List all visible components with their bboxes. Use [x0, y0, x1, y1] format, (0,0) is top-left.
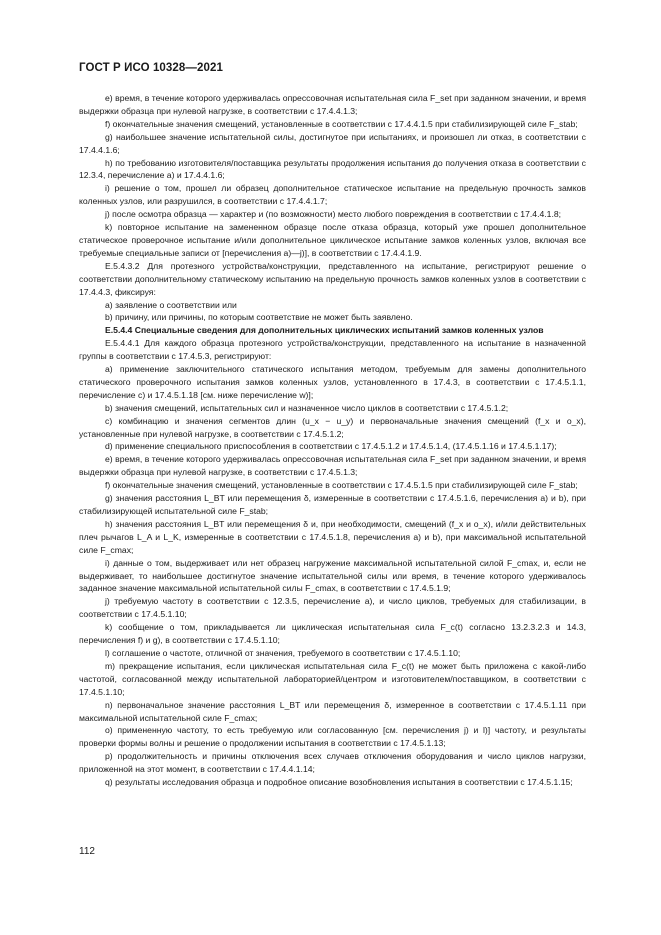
paragraph: h) значения расстояния L_BT или перемещения δ и, при необходимости, смещений (f_x и o_x), и/или действительных плеч рычагов L_A и L_K, измеренные в соответствии с 17.4.5.1.8, перечисления a) и b), при максимальной испытательной силе F_cmax; [79, 518, 586, 555]
paragraph: c) комбинацию и значения сегментов длин (u_x − u_y) и первоначальные значения смещений (f_x и o_x), установленные при нулевой нагрузке, в соответствии с 17.4.5.1.2; [79, 415, 586, 439]
paragraph: E.5.4.3.2 Для протезного устройства/конструкции, представленного на испытание, регистрируют решение о соответствии дополнительному статическому испытанию на предельную прочность замков коленных узлов в соответствии с 17.4.4.3, фиксируя: [79, 260, 586, 297]
paragraph: g) наибольшее значение испытательной силы, достигнутое при испытаниях, и произошел ли отказ, в соответствии с 17.4.4.1.6; [79, 131, 586, 155]
paragraph: m) прекращение испытания, если циклическая испытательная сила F_c(t) не может быть приложена с какой-либо частотой, согласованной между испытательной лабораторией/центром и изготовителем/поставщиком, в соответствии с 17.4.5.1.10; [79, 660, 586, 697]
paragraph: k) сообщение о том, прикладывается ли циклическая испытательная сила F_c(t) согласно 13.2.3.2.3 и 14.3, перечисления f) и g), в соответствии с 17.4.5.1.10; [79, 622, 586, 646]
paragraph: a) применение заключительного статического испытания методом, требуемым для замены дополнительного статического проверочного испытания замков коленных узлов, установленного в 17.4.3, в соответствии с 17.4.5.1.1, перечисление c) и 17.4.5.1.18 [см. ниже перечисление w)]; [79, 364, 586, 400]
paragraph: b) причину, или причины, по которым соответствие не может быть заявлено. [105, 312, 413, 323]
section-heading: E.5.4.4 Специальные сведения для дополнительных циклических испытаний замков коленных узлов [105, 325, 544, 336]
paragraph: f) окончательные значения смещений, установленные в соответствии с 17.4.4.1.5 при стабилизирующей силе F_stab; [105, 118, 578, 129]
paragraph: p) продолжительность и причины отключения всех случаев отключения оборудования и число циклов нагрузки, приложенной на этот момент, в соответствии с 17.4.4.1.14; [79, 751, 586, 775]
document-body [79, 92, 586, 789]
paragraph: e) время, в течение которого удерживалась опрессовочная испытательная сила F_set при заданном значении, и время выдержки образца при нулевой нагрузке, в соответствии с 17.4.5.1.3; [79, 454, 586, 478]
paragraph: j) после осмотра образца — характер и (по возможности) место любого повреждения в соответствии с 17.4.4.1.8; [105, 209, 562, 220]
paragraph: k) повторное испытание на замененном образце после отказа образца, который уже прошел дополнительное статическое проверочное испытание и/или дополнительное циклическое испытание замков коленных узлов, включая все требуемые специальные записи от [перечисления a)—j)], в соответствии с 17.4.4.1.9. [79, 222, 586, 258]
paragraph: o) примененную частоту, то есть требуемую или согласованную [см. перечисления j) и l)] частоту, и результаты проверки формы волны и решение о продолжении испытания в соответствии с 17.4.5.1.13; [79, 725, 586, 749]
document-header: ГОСТ Р ИСО 10328—2021 [79, 62, 224, 74]
paragraph: i) решение о том, прошел ли образец дополнительное статическое испытание на предельную прочность замков коленных узлов, или разрушился, в соответствии с 17.4.4.1.7; [79, 183, 586, 207]
paragraph: g) значения расстояния L_BT или перемещения δ, измеренные в соответствии с 17.4.5.1.6, перечисления a) и b), при стабилизирующей испытательной силе F_stab; [79, 493, 586, 516]
paragraph: n) первоначальное значение расстояния L_BT или перемещения δ, измеренное в соответствии с 17.4.5.1.11 при максимальной испытательной силе F_cmax; [79, 699, 586, 723]
paragraph: a) заявление о соответствии или [105, 299, 237, 310]
paragraph: i) данные о том, выдерживает или нет образец нагружение максимальной испытательной силой F_cmax, и, если не выдерживает, то наибольшее достигнутое значение испытательной силы или время, в течение которого удерживалось заданное значение максимальной испытательной силы F_cmax, в соответствии с 17.4.5.1.9; [79, 557, 586, 594]
paragraph: f) окончательные значения смещений, установленные в соответствии с 17.4.5.1.5 при стабилизирующей силе F_stab; [105, 480, 578, 491]
page-number: 112 [79, 846, 95, 857]
paragraph: q) результаты исследования образца и подробное описание возобновления испытания в соответствии с 17.4.5.1.15; [105, 777, 573, 788]
paragraph: d) применение специального приспособления в соответствии с 17.4.5.1.2 и 17.4.5.1.4, (17.4.5.1.16 и 17.4.5.1.17); [105, 441, 557, 452]
paragraph: b) значения смещений, испытательных сил и назначенное число циклов в соответствии с 17.4.5.1.2; [105, 402, 509, 413]
paragraph: l) соглашение о частоте, отличной от значения, требуемого в соответствии с 17.4.5.1.10; [105, 647, 461, 658]
paragraph: E.5.4.4.1 Для каждого образца протезного устройства/конструкции, представленного на испытание в назначенной группы в соответствии с 17.4.5.3, регистрируют: [79, 338, 586, 362]
paragraph: e) время, в течение которого удерживалась опрессовочная испытательная сила F_set при заданном значении, и время выдержки образца при нулевой нагрузке, в соответствии с 17.4.4.1.3; [79, 93, 586, 116]
paragraph: j) требуемую частоту в соответствии с 12.3.5, перечисление a), и число циклов, требуемых для стабилизации, в соответствии с 17.4.5.1.10; [79, 596, 586, 620]
paragraph: h) по требованию изготовителя/поставщика результаты продолжения испытания до получения отказа в соответствии с 12.3.4, перечисление a) и 17.4.4.1.6; [79, 157, 586, 181]
